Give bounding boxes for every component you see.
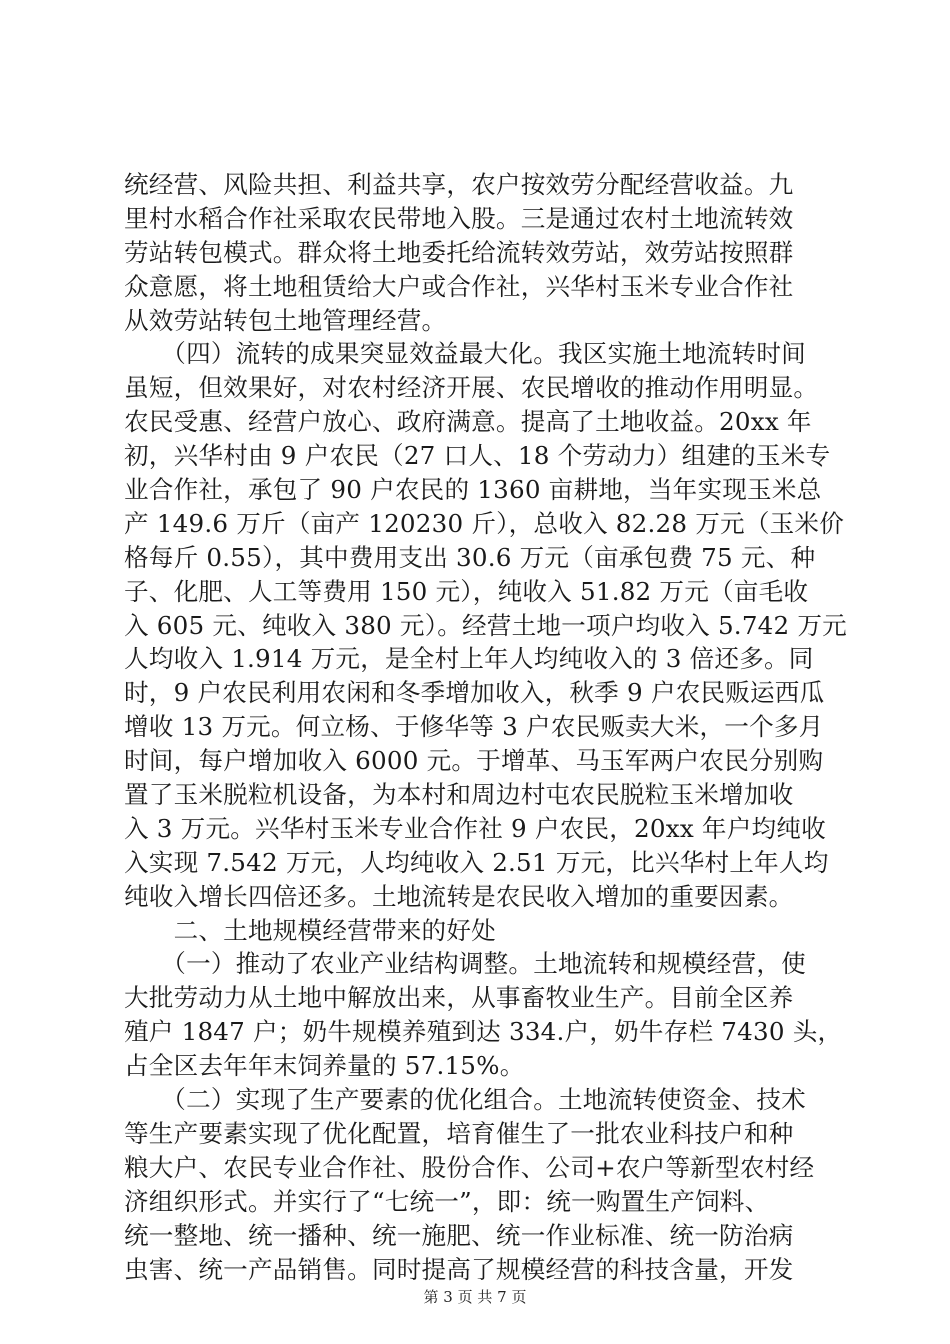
text-line: 时间，每户增加收入 6000 元。于增革、马玉军两户农民分别购 xyxy=(124,746,824,776)
text-line: 等生产要素实现了优化配置，培育催生了一批农业科技户和种 xyxy=(124,1118,794,1148)
text-line: 格每斤 0.55），其中费用支出 30.6 万元（亩承包费 75 元、种 xyxy=(124,542,816,572)
text-line: 增收 13 万元。何立杨、于修华等 3 户农民贩卖大米，一个多月 xyxy=(124,712,824,742)
text-line: 产 149.6 万斤（亩产 120230 斤），总收入 82.28 万元（玉米价 xyxy=(124,508,844,538)
text-line: 二、土地规模经营带来的好处 xyxy=(124,915,496,945)
text-line: 统一整地、统一播种、统一施肥、统一作业标准、统一防治病 xyxy=(124,1220,794,1250)
page-number-footer: 第 3 页 共 7 页 xyxy=(423,1288,527,1306)
text-line: 粮大户、农民专业合作社、股份合作、公司+农户等新型农村经 xyxy=(124,1152,815,1182)
text-line: 置了玉米脱粒机设备，为本村和周边村屯农民脱粒玉米增加收 xyxy=(124,780,794,810)
body-text xyxy=(124,168,847,1286)
text-line: 殖户 1847 户；奶牛规模养殖到达 334.户，奶牛存栏 7430 头， xyxy=(124,1017,843,1047)
text-line: 入 605 元、纯收入 380 元）。经营土地一项户均收入 5.742 万元 xyxy=(124,610,847,640)
text-line: 虽短，但效果好，对农村经济开展、农民增收的推动作用明显。 xyxy=(124,373,819,403)
text-line: 农民受惠、经营户放心、政府满意。提高了土地收益。20xx 年 xyxy=(124,407,812,437)
text-line: 济组织形式。并实行了“七统一”，即：统一购置生产饲料、 xyxy=(124,1186,770,1216)
text-line: 纯收入增长四倍还多。土地流转是农民收入增加的重要因素。 xyxy=(124,881,794,911)
text-line: 众意愿，将土地租赁给大户或合作社，兴华村玉米专业合作社 xyxy=(124,271,794,301)
text-line: 占全区去年年末饲养量的 57.15%。 xyxy=(124,1051,525,1081)
text-line: 子、化肥、人工等费用 150 元），纯收入 51.82 万元（亩毛收 xyxy=(124,576,809,606)
text-line: 虫害、统一产品销售。同时提高了规模经营的科技含量，开发 xyxy=(124,1254,794,1284)
text-line: （二）实现了生产要素的优化组合。土地流转使资金、技术 xyxy=(124,1085,806,1115)
text-line: 劳站转包模式。群众将土地委托给流转效劳站，效劳站按照群 xyxy=(124,237,794,267)
text-line: 里村水稻合作社采取农民带地入股。三是通过农村土地流转效 xyxy=(124,203,794,233)
text-line: 入 3 万元。兴华村玉米专业合作社 9 户农民，20xx 年户均纯收 xyxy=(124,813,826,843)
text-line: 大批劳动力从土地中解放出来，从事畜牧业生产。目前全区养 xyxy=(124,983,794,1013)
text-line: 从效劳站转包土地管理经营。 xyxy=(124,305,447,335)
text-line: 入实现 7.542 万元，人均纯收入 2.51 万元，比兴华村上年人均 xyxy=(124,847,829,877)
text-line: 时，9 户农民利用农闲和冬季增加收入，秋季 9 户农民贩运西瓜 xyxy=(124,678,825,708)
text-line: （四）流转的成果突显效益最大化。我区实施土地流转时间 xyxy=(124,339,806,369)
text-line: 业合作社，承包了 90 户农民的 1360 亩耕地，当年实现玉米总 xyxy=(124,475,822,505)
text-line: 人均收入 1.914 万元，是全村上年人均纯收入的 3 倍还多。同 xyxy=(124,644,814,674)
text-line: （一）推动了农业产业结构调整。土地流转和规模经营，使 xyxy=(124,949,806,979)
text-line: 初，兴华村由 9 户农民（27 口人、18 个劳动力）组建的玉米专 xyxy=(124,441,831,471)
text-line: 统经营、风险共担、利益共享，农户按效劳分配经营收益。九 xyxy=(124,170,794,199)
